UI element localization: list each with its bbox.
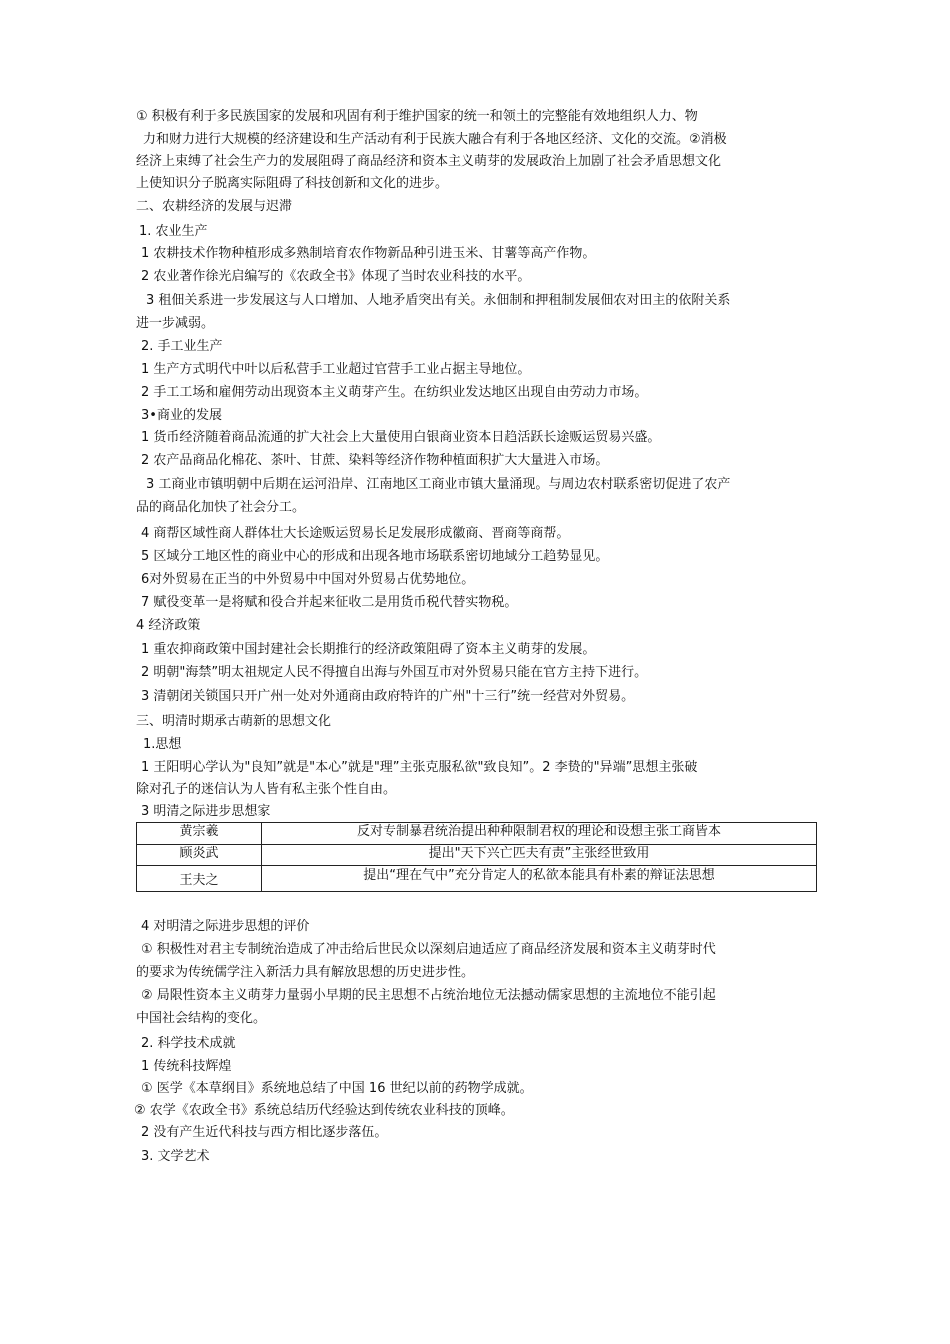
table-row: [137, 823, 817, 845]
text-line: ① 医学《本草纲目》系统地总结了中国 16 世纪以前的药物学成就。: [141, 1081, 533, 1096]
subsection-heading: 1. 农业生产: [139, 224, 208, 239]
thinker-description: 提出“理在气中”充分肯定人的私欲本能具有朴素的辩证法思想: [262, 865, 817, 891]
text-line: 2 农产品商品化棉花、茶叶、甘蔗、染料等经济作物种植面积扩大大量进入市场。: [141, 453, 609, 468]
table-row: [137, 845, 817, 865]
text-line: ② 局限性资本主义萌芽力量弱小早期的民主思想不占统治地位无法撼动儒家思想的主流地位不能引起: [141, 988, 716, 1003]
text-line: 力和财力进行大规模的经济建设和生产活动有利于民族大融合有利于各地区经济、文化的交流。②消极: [143, 132, 727, 147]
thinkers-table: [136, 822, 817, 892]
text-line: 2 没有产生近代科技与西方相比逐步落伍。: [141, 1125, 388, 1140]
text-line: 3 清朝闭关锁国只开广州一处对外通商由政府特许的广州"十三行”统一经营对外贸易。: [141, 689, 635, 704]
text-line: 上使知识分子脱离实际阻碍了科技创新和文化的进步。: [136, 176, 449, 191]
text-line: 3 明清之际进步思想家: [141, 804, 271, 819]
text-line: 1 生产方式明代中叶以后私营手工业超过官营手工业占据主导地位。: [141, 362, 531, 377]
subsection-heading: 4 经济政策: [136, 618, 201, 633]
text-line: 1 传统科技辉煌: [141, 1059, 232, 1074]
subsection-heading: 2. 手工业生产: [141, 339, 223, 354]
text-line: 3 工商业市镇明朝中后期在运河沿岸、江南地区工商业市镇大量涌现。与周边农村联系密切促进了农产: [146, 477, 731, 492]
text-line: 经济上束缚了社会生产力的发展阻碍了商品经济和资本主义萌芽的发展政治上加剧了社会矛盾思想文化: [136, 154, 722, 169]
text-line: ① 积极性对君主专制统治造成了冲击给后世民众以深刻启迪适应了商品经济发展和资本主义萌芽时代: [141, 942, 716, 957]
text-line: 2 农业著作徐光启编写的《农政全书》体现了当时农业科技的水平。: [141, 269, 531, 284]
thinker-description: 提出"天下兴亡匹夫有责”主张经世致用: [262, 845, 817, 865]
text-line: 1 货币经济随着商品流通的扩大社会上大量使用白银商业资本日趋活跃长途贩运贸易兴盛。: [141, 430, 661, 445]
thinker-name: 王夫之: [137, 865, 262, 891]
text-line: 中国社会结构的变化。: [136, 1011, 267, 1026]
subsection-heading: 2. 科学技术成就: [141, 1036, 236, 1051]
section-heading: 三、明清时期承古萌新的思想文化: [136, 714, 332, 729]
text-line: 的要求为传统儒学注入新活力具有解放思想的历史进步性。: [136, 965, 475, 980]
thinker-description: 反对专制暴君统治提出种种限制君权的理论和设想主张工商皆本: [262, 823, 817, 845]
text-line: 3 租佃关系进一步发展这与人口增加、人地矛盾突出有关。永佃制和押租制发展佃农对田主的依附关系: [146, 293, 731, 308]
text-line: 进一步减弱。: [136, 316, 215, 331]
text-line: 5 区域分工地区性的商业中心的形成和出现各地市场联系密切地域分工趋势显见。: [141, 549, 609, 564]
thinker-name: 黄宗羲: [137, 823, 262, 845]
subsection-heading: 1.思想: [143, 737, 182, 752]
text-line: 1 王阳明心学认为"良知”就是"本心”就是"理”主张克服私欲"致良知”。2 李贽的"异端”思想主张破: [141, 760, 698, 775]
subsection-heading: 3. 文学艺术: [141, 1149, 210, 1164]
text-line: 4 商帮区域性商人群体壮大长途贩运贸易长足发展形成徽商、晋商等商帮。: [141, 526, 570, 541]
subsection-heading: 4 对明清之际进步思想的评价: [141, 919, 310, 934]
text-line: 品的商品化加快了社会分工。: [136, 500, 306, 515]
section-heading: 二、农耕经济的发展与迟滞: [136, 199, 293, 214]
text-line: 2 明朝"海禁”明太祖规定人民不得擅自出海与外国互市对外贸易只能在官方主持下进行。: [141, 665, 648, 680]
text-line: ① 积极有利于多民族国家的发展和巩固有利于维护国家的统一和领土的完整能有效地组织人力、物: [136, 109, 698, 124]
table-row: [137, 865, 817, 891]
subsection-heading: 3•商业的发展: [141, 408, 222, 423]
text-line: 除对孔子的迷信认为人皆有私主张个性自由。: [136, 782, 397, 797]
text-line: 7 赋役变革一是将赋和役合并起来征收二是用货币税代替实物税。: [141, 595, 518, 610]
thinker-name: 顾炎武: [137, 845, 262, 865]
text-line: 2 手工工场和雇佣劳动出现资本主义萌芽产生。在纺织业发达地区出现自由劳动力市场。: [141, 385, 648, 400]
text-line: 1 重农抑商政策中国封建社会长期推行的经济政策阻碍了资本主义萌芽的发展。: [141, 642, 596, 657]
text-line: 6对外贸易在正当的中外贸易中中国对外贸易占优势地位。: [141, 572, 475, 587]
text-line: 1 农耕技术作物种植形成多熟制培育农作物新品种引进玉米、甘薯等高产作物。: [141, 246, 596, 261]
text-line: ② 农学《农政全书》系统总结历代经验达到传统农业科技的顶峰。: [134, 1103, 514, 1118]
